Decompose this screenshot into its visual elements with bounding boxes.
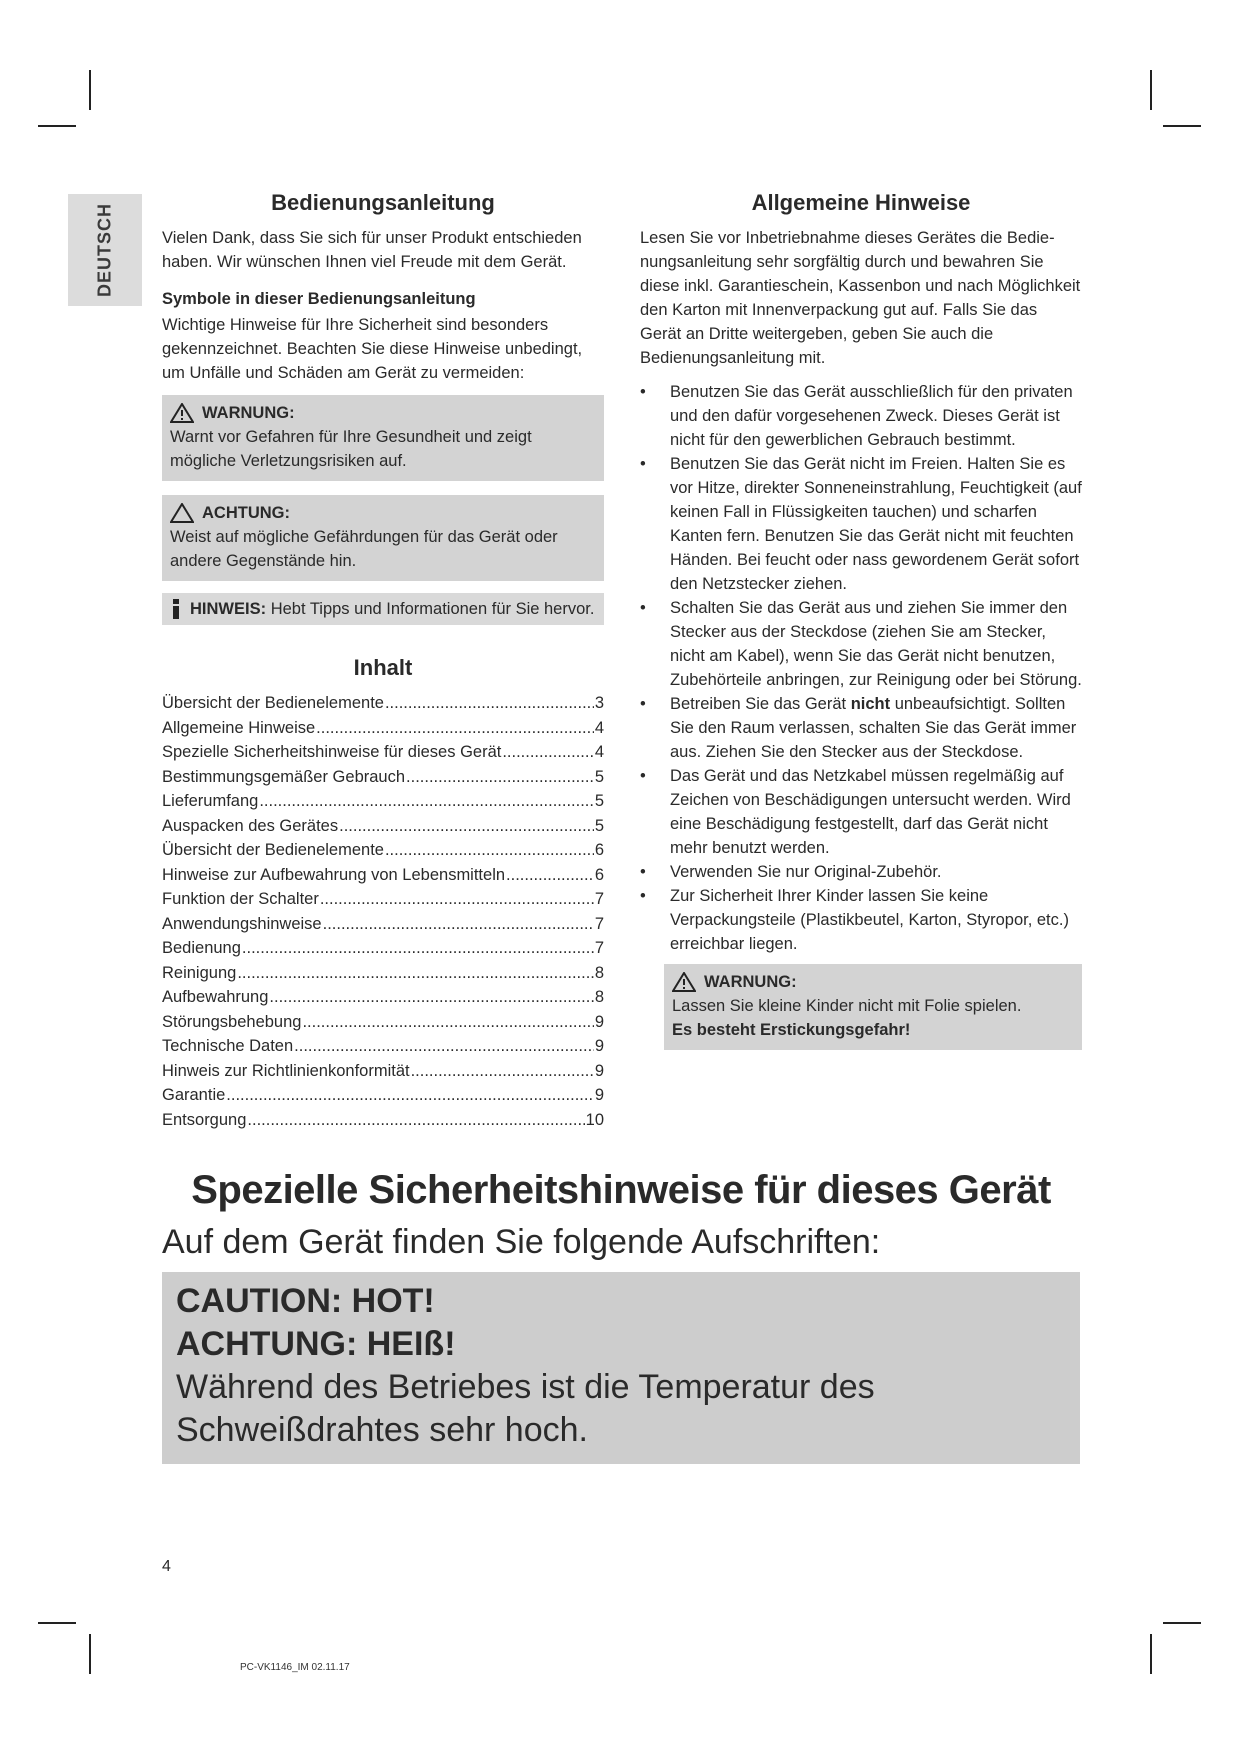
toc-entry[interactable] [162, 985, 604, 1010]
symbols-heading: Symbole in dieser Bedienungsanleitung [162, 290, 476, 308]
table-of-contents [162, 691, 604, 1132]
document-reference: PC-VK1146_IM 02.11.17 [240, 1662, 350, 1673]
toc-entry-page: 5 [594, 767, 604, 786]
toc-entry-title: Bedienung [162, 939, 241, 957]
hint-label: HINWEIS: [190, 599, 267, 618]
toc-entry-page: 3 [594, 694, 604, 712]
crop-mark [1163, 1622, 1201, 1624]
toc-entry[interactable] [162, 838, 604, 863]
toc-entry-title: Bestimmungsgemäßer Gebrauch [162, 767, 406, 786]
crop-mark [38, 125, 76, 127]
list-item: • Das Gerät und das Netzkabel müssen regelmäßig auf Zeichen von Beschädigungen untersucht werden. Wird eine Beschädigung festgestellt, darf das Gerät nicht mehr benutzt werden. [640, 764, 1082, 860]
crop-mark [89, 1634, 91, 1674]
toc-entry[interactable] [162, 814, 604, 839]
toc-entry-page: 9 [594, 1086, 604, 1104]
left-column [162, 190, 604, 1132]
toc-entry-page: 8 [594, 988, 604, 1006]
hint-notice [162, 593, 604, 625]
toc-entry-page: 5 [594, 816, 604, 835]
warning-notice [162, 395, 604, 481]
toc-entry-page: 4 [594, 743, 604, 761]
toc-entry-page: 9 [594, 1061, 604, 1080]
toc-entry[interactable] [162, 1083, 604, 1108]
toc-entry-title: Übersicht der Bedienelemente [162, 841, 384, 859]
toc-entry-title: Auspacken des Gerätes [162, 816, 339, 835]
crop-mark [38, 1622, 76, 1624]
list-item: • Verwenden Sie nur Original-Zubehör. [640, 860, 1082, 884]
toc-entry-title: Störungsbehebung [162, 1012, 302, 1031]
toc-entry[interactable] [162, 912, 604, 937]
list-item: • Schalten Sie das Gerät aus und ziehen Sie immer den Stecker aus der Steckdose (ziehen Sie am Stecker, nicht am Kabel), wenn Sie das Gerät nicht benutzen, Zubehörteile anbringen, zur Reinigung oder bei Störung. [640, 596, 1082, 692]
list-item-text: Betreiben Sie das Gerät [670, 695, 851, 713]
general-notes-intro: Lesen Sie vor Inbetriebnahme dieses Gerätes die Bedienungsanleitung sehr sorgfältig durch und bewahren Sie diese inkl. Garantieschein, Kassenbon und nach Möglichkeit den Karton mit Innenverpackung gut auf. Falls Sie das Gerät an Dritte weitergeben, geben Sie auch die Bedienungsanleitung mit. [640, 229, 1081, 367]
toc-entry-page: 4 [594, 718, 604, 737]
manual-title: Bedienungsanleitung [271, 190, 495, 215]
hint-text: Hebt Tipps und Informationen für Sie hervor. [270, 599, 595, 618]
warning-label: WARNUNG: [202, 404, 295, 422]
toc-entry[interactable] [162, 1108, 604, 1133]
toc-entry-page: 7 [594, 914, 604, 933]
toc-entry[interactable] [162, 1034, 604, 1059]
list-item: • Benutzen Sie das Gerät ausschließlich für den privaten und den dafür vorgesehenen Zweck. Dieses Gerät ist nicht für den gewerblichen Gebrauch bestimmt. [640, 380, 1082, 452]
toc-entry-page: 7 [594, 939, 604, 957]
caution-triangle-icon [170, 503, 194, 523]
toc-entry-page: 9 [594, 1037, 604, 1055]
toc-entry[interactable] [162, 961, 604, 986]
achtung-heiss-label: ACHTUNG: HEIß! [176, 1325, 456, 1363]
toc-entry-title: Hinweise zur Aufbewahrung von Lebensmitteln [162, 865, 506, 884]
toc-entry-page: 10 [585, 1110, 604, 1129]
right-column [640, 190, 1082, 1050]
safety-bullet-list [640, 380, 1082, 956]
caution-text: Weist auf mögliche Gefährdungen für das Gerät oder andere Gegenstände hin. [170, 528, 558, 570]
toc-entry-title: Funktion der Schalter [162, 890, 319, 908]
warning-label: WARNUNG: [704, 973, 797, 991]
toc-entry-page: 6 [594, 841, 604, 859]
general-notes-title: Allgemeine Hinweise [751, 190, 971, 215]
symbols-text: Wichtige Hinweise für Ihre Sicherheit sind besonders gekennzeichnet. Beachten Sie diese Hinweise unbedingt, um Unfälle und Schäden am Gerät zu vermeiden: [162, 316, 583, 382]
intro-text: Vielen Dank, dass Sie sich für unser Produkt entschieden haben. Wir wünschen Ihnen viel Freude mit dem Gerät. [162, 229, 582, 271]
toc-entry[interactable] [162, 936, 604, 961]
warning-text: Lassen Sie kleine Kinder nicht mit Folie spielen. [672, 997, 1022, 1015]
list-item: • Benutzen Sie das Gerät nicht im Freien. Halten Sie es vor Hitze, direkter Sonneneinstrahlung, Feuchtigkeit (auf keinen Fall in Flüssigkeiten tauchen) und scharfen Kanten fern. Benutzen Sie das Gerät nicht mit feuchten Händen. Bei feucht oder nass gewordenem Gerät sofort den Netzstecker ziehen. [640, 452, 1082, 596]
toc-entry-title: Reinigung [162, 963, 237, 982]
language-label: DEUTSCH [94, 202, 115, 298]
caution-label: ACHTUNG: [202, 504, 290, 522]
toc-entry-title: Technische Daten [162, 1037, 294, 1055]
toc-entry-page: 8 [594, 963, 604, 982]
toc-entry[interactable] [162, 1059, 604, 1084]
special-safety-section [162, 1168, 1080, 1464]
caution-notice [162, 495, 604, 581]
language-tab [68, 194, 142, 306]
toc-entry-page: 9 [594, 1012, 604, 1031]
toc-entry[interactable] [162, 863, 604, 888]
toc-entry-page: 5 [594, 792, 604, 810]
toc-entry[interactable] [162, 740, 604, 765]
toc-entry-title: Garantie [162, 1086, 226, 1104]
info-icon [170, 599, 182, 619]
toc-entry-title: Übersicht der Bedienelemente [162, 694, 384, 712]
toc-entry-title: Aufbewahrung [162, 988, 269, 1006]
toc-entry-title: Hinweis zur Richtlinienkonformität [162, 1061, 410, 1080]
hot-warning-box [162, 1272, 1080, 1464]
toc-entry[interactable] [162, 716, 604, 741]
toc-entry-title: Lieferumfang [162, 792, 259, 810]
hot-warning-text: Während des Betriebes ist die Temperatur des Schweißdrahtes sehr hoch. [176, 1368, 875, 1449]
list-item-emphasis: nicht [850, 695, 891, 713]
list-item-text: unbeaufsichtigt. Sollten Sie den Raum verlassen, schalten Sie das Gerät immer aus. Ziehen Sie den Stecker aus der Steckdose. [670, 695, 1077, 761]
toc-entry[interactable] [162, 887, 604, 912]
warning-text: Warnt vor Gefahren für Ihre Gesundheit und zeigt mögliche Verletzungsrisiken auf. [170, 428, 532, 470]
crop-mark [1150, 1634, 1152, 1674]
toc-title: Inhalt [353, 655, 413, 680]
crop-mark [1150, 70, 1152, 110]
special-safety-lead: Auf dem Gerät finden Sie folgende Aufschriften: [162, 1223, 881, 1261]
toc-entry[interactable] [162, 1010, 604, 1035]
crop-mark [1163, 125, 1201, 127]
toc-entry-page: 7 [594, 890, 604, 908]
toc-entry[interactable] [162, 765, 604, 790]
toc-entry-title: Anwendungshinweise [162, 914, 322, 933]
caution-hot-label: CAUTION: HOT! [176, 1282, 435, 1320]
warning-triangle-icon [672, 972, 696, 992]
crop-mark [89, 70, 91, 110]
toc-entry[interactable] [162, 691, 604, 716]
list-item [640, 692, 1082, 764]
packaging-warning-notice [664, 964, 1082, 1050]
special-safety-title: Spezielle Sicherheitshinweise für dieses Gerät [191, 1168, 1051, 1212]
toc-entry-page: 6 [594, 865, 604, 884]
toc-entry-title: Spezielle Sicherheitshinweise für dieses Gerät [162, 743, 502, 761]
toc-entry-title: Allgemeine Hinweise [162, 718, 316, 737]
toc-entry[interactable] [162, 789, 604, 814]
warning-triangle-icon [170, 403, 194, 423]
warning-emphasis: Es besteht Erstickungsgefahr! [672, 1021, 911, 1039]
list-item: • Zur Sicherheit Ihrer Kinder lassen Sie keine Verpackungsteile (Plastikbeutel, Karton, Styropor, etc.) erreichbar liegen. [640, 884, 1082, 956]
toc-entry-title: Entsorgung [162, 1110, 247, 1129]
page-number: 4 [162, 1558, 171, 1575]
